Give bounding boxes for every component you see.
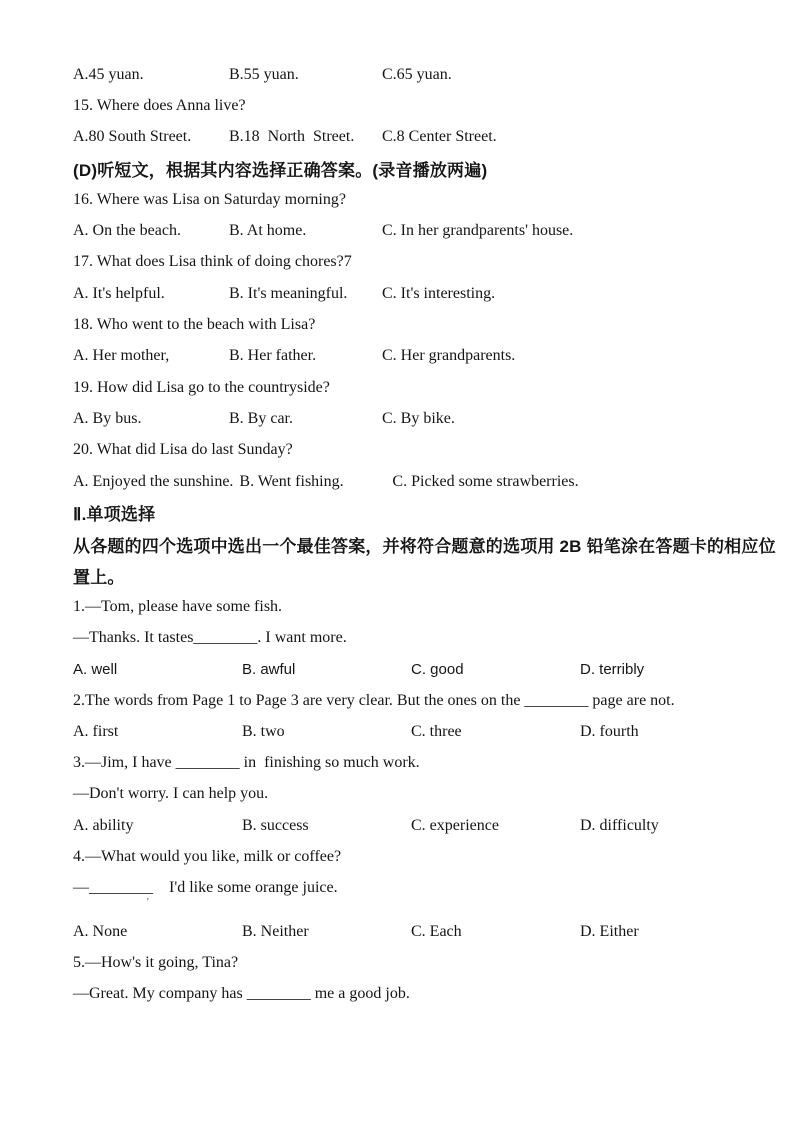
q1-option-c: C. good: [411, 660, 464, 678]
q4-option-a: A. None: [73, 922, 128, 940]
q2-option-b: B. two: [242, 722, 285, 740]
q2-option-c: C. three: [411, 722, 462, 740]
q14-option-a: A.45 yuan.: [73, 65, 144, 83]
q17-option-c: C. It's interesting.: [382, 284, 496, 302]
q1-option-b: B. awful: [242, 660, 296, 678]
q1-options-row: [73, 654, 743, 685]
section-ii-instructions-line2: 置上。: [73, 567, 125, 587]
q17-option-b: B. It's meaningful.: [229, 284, 348, 302]
question-1: 1.—Tom, please have some fish.: [73, 597, 283, 615]
q15-option-b: B.18 North Street.: [229, 128, 355, 146]
q16-option-c: C. In her grandparents' house.: [382, 222, 574, 240]
q1-reply-line: —Thanks. It tastes________. I want more.: [73, 628, 347, 646]
section-d-heading: (D)听短文，根据其内容选择正确答案。(录音播放两遍): [73, 161, 488, 181]
q18-option-a: A. Her mother,: [73, 347, 170, 365]
q4-option-c: C. Each: [411, 922, 462, 940]
question-15: 15. Where does Anna live?: [73, 96, 246, 114]
q14-options-row: [73, 59, 743, 90]
q20-option-c: C. Picked some strawberries.: [392, 472, 579, 490]
question-16: 16. Where was Lisa on Saturday morning?: [73, 190, 346, 208]
q20-option-a: A. Enjoyed the sunshine.: [73, 472, 234, 490]
q4-options-row: [73, 916, 743, 947]
section-ii-instructions-line1: 从各题的四个选项中选出一个最佳答案，并将符合题意的选项用 2B 铅笔涂在答题卡的相应位: [73, 536, 776, 556]
q4-option-d: D. Either: [580, 922, 639, 940]
question-19: 19. How did Lisa go to the countryside?: [73, 378, 330, 396]
q14-option-c: C.65 yuan.: [382, 65, 452, 83]
q19-option-a: A. By bus.: [73, 409, 142, 427]
q16-option-b: B. At home.: [229, 222, 307, 240]
q19-options-row: [73, 403, 743, 434]
q17-options-row: [73, 278, 743, 309]
q20-options-row: [73, 466, 743, 497]
q2-options-row: [73, 716, 743, 747]
q1-option-d: D. terribly: [580, 660, 645, 678]
q19-option-c: C. By bike.: [382, 409, 455, 427]
q15-option-a: A.80 South Street.: [73, 128, 192, 146]
section-ii-heading: Ⅱ.单项选择: [73, 505, 156, 525]
q2-option-d: D. fourth: [580, 722, 639, 740]
q17-option-a: A. It's helpful.: [73, 284, 165, 302]
q4-option-b: B. Neither: [242, 922, 309, 940]
q15-options-row: [73, 122, 743, 153]
q5-reply-line: —Great. My company has ________ me a good job.: [73, 985, 410, 1003]
question-18: 18. Who went to the beach with Lisa?: [73, 316, 316, 334]
q3-option-b: B. success: [242, 816, 309, 834]
q4-reply-line: [73, 873, 743, 908]
q16-option-a: A. On the beach.: [73, 222, 181, 240]
question-20: 20. What did Lisa do last Sunday?: [73, 441, 293, 459]
question-5: 5.—How's it going, Tina?: [73, 953, 239, 971]
q18-options-row: [73, 341, 743, 372]
question-17: 17. What does Lisa think of doing chores?7: [73, 253, 352, 271]
q1-option-a: A. well: [73, 660, 118, 678]
q2-option-a: A. first: [73, 722, 119, 740]
q14-option-b: B.55 yuan.: [229, 65, 299, 83]
question-2: 2.The words from Page 1 to Page 3 are very clear. But the ones on the ________ page are not.: [73, 691, 675, 709]
q3-reply-line: —Don't worry. I can help you.: [73, 785, 269, 803]
question-3: 3.—Jim, I have ________ in finishing so much work.: [73, 754, 420, 772]
q3-options-row: [73, 810, 743, 841]
q3-option-a: A. ability: [73, 816, 134, 834]
q18-option-b: B. Her father.: [229, 347, 317, 365]
q19-option-b: B. By car.: [229, 409, 293, 427]
stray-mark: ': [147, 896, 149, 908]
q15-option-c: C.8 Center Street.: [382, 128, 497, 146]
q4-reply-text: —________ I'd like some orange juice.: [73, 879, 338, 897]
q18-option-c: C. Her grandparents.: [382, 347, 516, 365]
q16-options-row: [73, 215, 743, 246]
q20-option-b: B. Went fishing.: [239, 472, 344, 490]
q3-option-c: C. experience: [411, 816, 499, 834]
q3-option-d: D. difficulty: [580, 816, 659, 834]
question-4: 4.—What would you like, milk or coffee?: [73, 848, 342, 866]
